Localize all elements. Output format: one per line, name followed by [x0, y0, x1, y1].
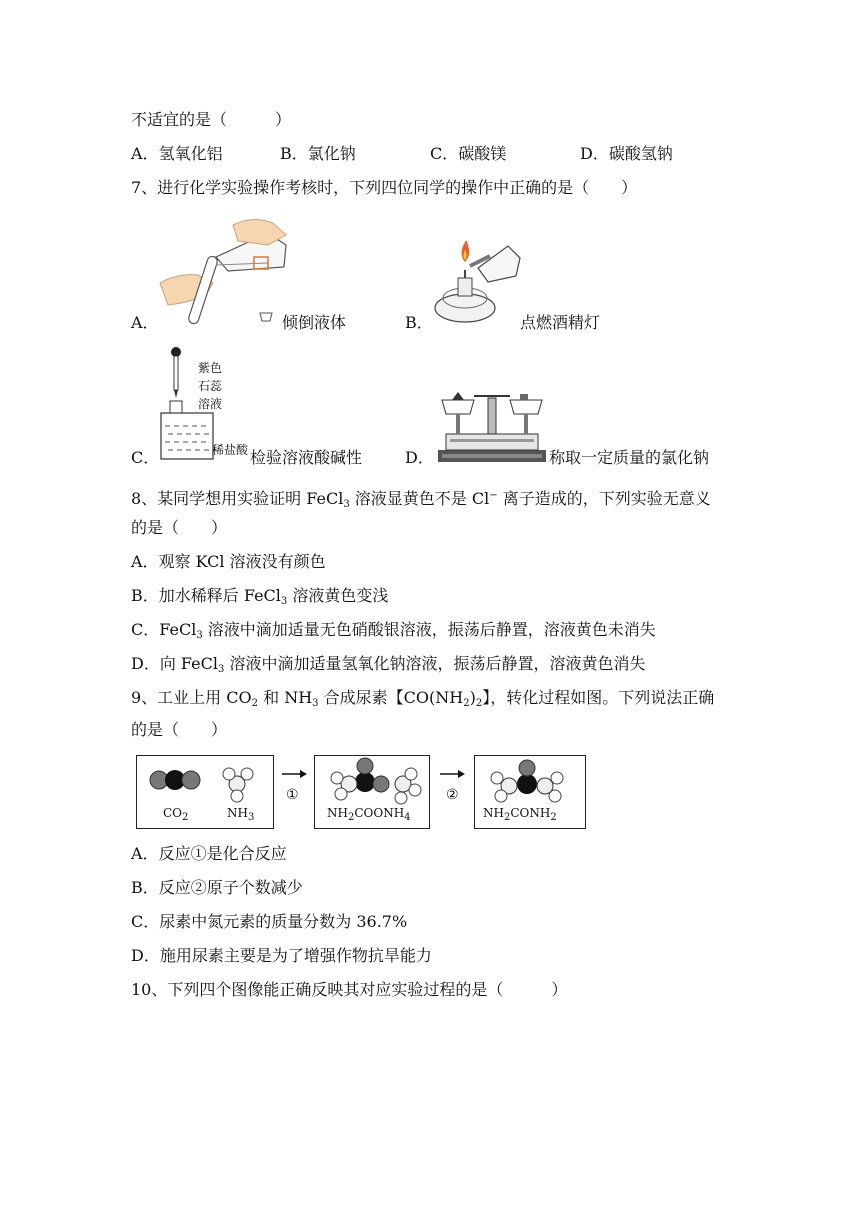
product-box [474, 755, 586, 829]
pouring-liquid-illustration [158, 215, 298, 330]
co2-formula: $CO_2$ [163, 806, 189, 823]
litmus-label-1: 紫色 [198, 361, 223, 375]
dilute-hcl-label: 稀盐酸 [212, 443, 249, 457]
q8-stem: 8、某同学想用实验证明 FeCl$_3$ 溶液显黄色不是 Cl− 离子造成的，下列实验无意义 [131, 489, 711, 510]
litmus-label-3: 溶液 [198, 397, 223, 411]
q6-stem-tail: 不适宜的是（ ） [131, 110, 292, 129]
alcohol-lamp-illustration [430, 228, 525, 328]
q9-option-d: D．施用尿素主要是为了增强作物抗旱能力 [131, 946, 432, 965]
q7-option-b-caption: 点燃酒精灯 [520, 313, 601, 332]
q9-stem-line2: 的是（ ） [131, 720, 228, 739]
balance-scale-illustration [436, 384, 548, 466]
q6-option-b: B．氯化钠 [280, 144, 356, 163]
q7-option-d-caption: 称取一定质量的氯化钠 [549, 448, 710, 467]
q9-option-c: C．尿素中氮元素的质量分数为 36.7% [131, 912, 408, 931]
q8-option-c: C．FeCl$_3$ 溶液中滴加适量无色硝酸银溶液，振荡后静置，溶液黄色未消失 [131, 620, 656, 641]
q7-stem: 7、进行化学实验操作考核时，下列四位同学的操作中正确的是（ ） [131, 178, 638, 197]
intermediate-box [314, 755, 430, 829]
q8-option-a: A．观察 KCl 溶液没有颜色 [131, 552, 326, 571]
step-2-label: ② [446, 787, 459, 803]
q10-stem: 10、下列四个图像能正确反映其对应实验过程的是（ ） [131, 980, 568, 999]
q7-option-d-letter: D． [405, 448, 434, 467]
arrow-right-icon [282, 768, 308, 780]
q8-stem-line2: 的是（ ） [131, 518, 228, 537]
arrow-right-icon [440, 768, 466, 780]
ammonium-carbamate-molecule [315, 756, 429, 806]
q7-option-b-letter: B． [405, 313, 433, 332]
q9-option-a: A．反应①是化合反应 [131, 844, 287, 863]
q8-option-b: B．加水稀释后 FeCl$_3$ 溶液黄色变浅 [131, 586, 389, 607]
litmus-label-2: 石蕊 [198, 379, 223, 393]
q7-option-a-caption: 倾倒液体 [282, 313, 347, 332]
q7-option-c-caption: 检验溶液酸碱性 [250, 448, 363, 467]
q9-stem: 9、工业上用 $CO_2$ 和 $NH_3$ 合成尿素【$CO(NH_2)_2$】，转化过程如图。下列说法正确 [131, 688, 715, 709]
intermediate-formula: $NH_2COONH_4$ [327, 806, 411, 823]
q7-option-c-letter: C． [131, 448, 160, 467]
co2-nh3-molecules [137, 756, 273, 806]
urea-molecule [475, 756, 585, 806]
q9-option-b: B．反应②原子个数减少 [131, 878, 303, 897]
urea-formula: $NH_2CONH_2$ [483, 806, 557, 823]
q6-option-c: C．碳酸镁 [430, 144, 507, 163]
q8-option-d: D．向 FeCl$_3$ 溶液中滴加适量氢氧化钠溶液，振荡后静置，溶液黄色消失 [131, 654, 646, 675]
q6-option-d: D．碳酸氢钠 [580, 144, 673, 163]
step-1-label: ① [286, 787, 299, 803]
nh3-formula: $NH_3$ [227, 806, 255, 823]
q6-option-a: A．氢氧化铝 [131, 144, 223, 163]
q7-option-a-letter: A． [131, 313, 159, 332]
reactants-box [136, 755, 274, 829]
